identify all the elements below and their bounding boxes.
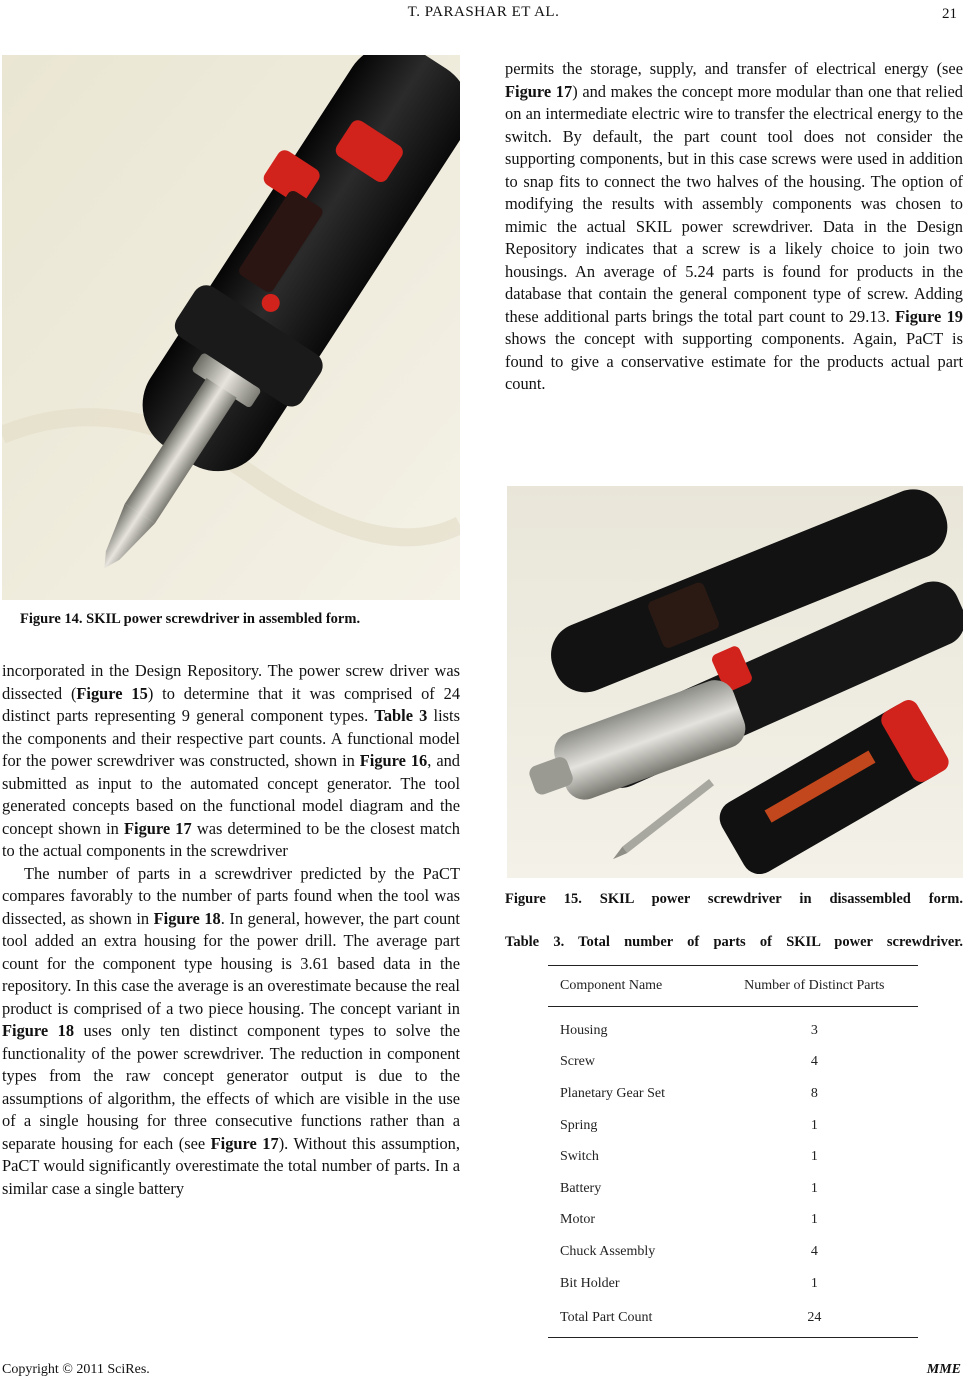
figure-reference: Figure 17 [124, 818, 192, 838]
figure-reference: Figure 17 [505, 81, 573, 101]
table-row: Switch 1 [560, 1149, 818, 1165]
copyright-notice: Copyright © 2011 SciRes. [2, 1362, 150, 1377]
table-header-row [548, 966, 918, 1007]
figure-reference: Figure 19 [895, 306, 963, 326]
table-row: Screw 4 [560, 1054, 818, 1070]
figure-reference: Figure 16 [359, 751, 428, 770]
running-title: T. PARASHAR ET AL. [407, 4, 560, 20]
figure-reference: Figure 18 [153, 908, 221, 928]
page-number: 21 [942, 6, 957, 22]
assembled-screwdriver-illustration [2, 55, 460, 600]
page-header [0, 4, 967, 26]
figure-reference: Figure 15 [76, 683, 148, 703]
disassembled-screwdriver-illustration [507, 486, 963, 878]
figure-reference: Figure 18 [2, 1021, 75, 1040]
paragraph: The number of parts in a screwdriver predicted by the PaCT compares favorably to the number of parts found when the tool was dissected, as shown in Figure 18. In general, however, the part count tool added an extra housing for the power drill. The average part count for the component type housing is 3.61 based data in the repository. In this case the average is an overestimate because the real product is comprised of a two piece housing. The concept variant in Figure 18 uses only ten distinct component types to solve the functionality of the power screwdriver. The reduction in component types from the raw concept generator output is due to the assumptions of algorithm, the effects of which are visible in the use of a single housing for three consecutive functions rather than a separate housing for each (see Figure 17). Without this assumption, PaCT would significantly overestimate the total number of parts. In a similar case a single battery [2, 863, 460, 1198]
figure-15-photo [507, 486, 963, 878]
figure-14-caption: Figure 14. SKIL power screwdriver in assembled form. [20, 611, 361, 627]
column-header-component-name: Component Name [548, 966, 711, 1007]
table-row: Spring 1 [560, 1117, 818, 1133]
table-row: Bit Holder 1 [560, 1275, 818, 1291]
table-total-row: Total Part Count 24 [548, 1299, 918, 1338]
left-column-text [2, 660, 460, 1200]
table-3 [548, 965, 918, 1338]
table-row: Housing 3 [560, 1022, 818, 1038]
table-row: Battery 1 [560, 1180, 818, 1196]
table-row: Motor 1 [560, 1212, 818, 1228]
right-column-text [505, 58, 963, 396]
table-reference: Table 3 [374, 706, 428, 725]
table-3-caption: Table 3. Total number of parts of SKIL power screwdriver. [505, 934, 963, 950]
figure-reference: Figure 17 [210, 1133, 279, 1153]
column-header-part-count: Number of Distinct Parts [711, 966, 918, 1007]
table-row: Chuck Assembly 4 [560, 1243, 818, 1259]
figure-14-photo [2, 55, 460, 600]
paragraph: permits the storage, supply, and transfer of electrical energy (see Figure 17) and makes the concept more modular than one that relied on an intermediate electric wire to transfer the electrical energy to the switch. By default, the part count tool does not consider the supporting components, but in this case screws were used in addition to snap fits to connect the two halves of the housing. The option of modifying the results with assembly components was chosen to mimic the actual SKIL power screwdriver. Data in the Design Repository indicates that a screw is a likely choice to join two housings. An average of 5.24 parts is found for products in the database that contain the general component type of screw. Adding these additional parts brings the total part count to 29.13. Figure 19 shows the concept with supporting components. Again, PaCT is found to give a conservative estimate for the products actual part count. [505, 59, 963, 393]
table-row: Planetary Gear Set 8 [560, 1085, 818, 1101]
paragraph: incorporated in the Design Repository. The power screw driver was dissected (Figure 15) to determine that it was comprised of 24 distinct parts representing 9 general component types. Table 3 lists the components and their respective part counts. A functional model for the power screwdriver was constructed, shown in Figure 16, and submitted as input to the automated concept generator. The tool generated concepts based on the functional model diagram and the concept shown in Figure 17 was determined to be the closest match to the actual components in the screwdriver [2, 661, 461, 860]
journal-abbreviation: MME [926, 1362, 961, 1377]
figure-15-caption: Figure 15. SKIL power screwdriver in disassembled form. [505, 891, 963, 907]
